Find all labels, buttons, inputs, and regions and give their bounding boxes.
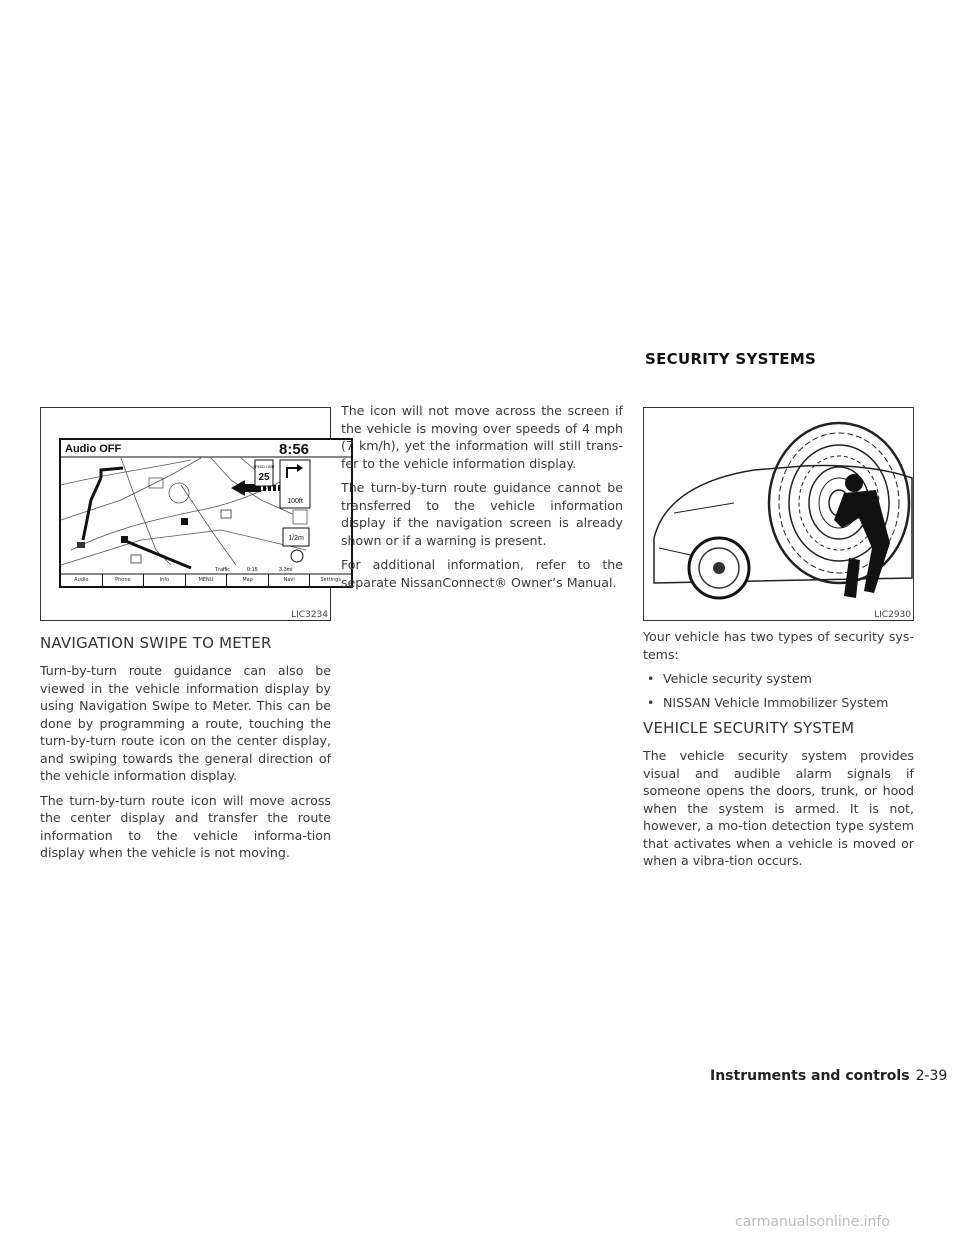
svg-text:3.3mi: 3.3mi	[279, 567, 293, 573]
nav-swipe-heading: NAVIGATION SWIPE TO METER	[40, 634, 272, 652]
turn-distance: 100ft	[287, 498, 303, 505]
watermark: carmanualsonline.info	[735, 1214, 890, 1230]
menu-info[interactable]: Info	[144, 574, 186, 586]
menu-navi[interactable]: Navi	[269, 574, 311, 586]
right-column	[643, 628, 914, 877]
svg-text:Traffic: Traffic	[215, 567, 230, 573]
left-column	[40, 634, 331, 869]
section-header: SECURITY SYSTEMS	[645, 350, 817, 368]
menu-audio[interactable]: Audio	[61, 574, 103, 586]
paragraph: Turn-by-turn route guidance can also be viewed in the vehicle information display by using Navigation Swipe to Meter. This can be done by programming a route, touching the turn-by-turn route icon on the center display, and swiping towards the general direction of the vehicle information display.	[40, 663, 331, 783]
figure-code: LIC3234	[291, 610, 328, 620]
vehicle-position-icon	[181, 518, 188, 525]
menu-main[interactable]: MENU	[186, 574, 228, 586]
svg-text:25: 25	[258, 472, 270, 483]
vehicle-security-illustration	[644, 408, 913, 620]
chapter-title: Instruments and controls	[710, 1068, 910, 1084]
list-item: • NISSAN Vehicle Immobilizer System	[647, 694, 889, 710]
paragraph: Your vehicle has two types of security sys-tems:	[643, 629, 914, 662]
svg-text:0:15: 0:15	[247, 567, 258, 573]
paragraph: The vehicle security system provides visual and audible alarm signals if someone opens the doors, trunk, or hood when the system is armed. It is not, however, a mo-tion detection type system that activates when a vehicle is moved or when a vibra-tion occurs.	[643, 748, 914, 868]
center-display-screen	[59, 438, 353, 588]
list-item: • Vehicle security system	[647, 671, 812, 686]
menu-phone[interactable]: Phone	[103, 574, 145, 586]
menu-settings[interactable]: Settings	[320, 577, 342, 583]
next-distance: 1/2m	[288, 535, 304, 542]
svg-text:SPEED LIMIT: SPEED LIMIT	[253, 465, 275, 469]
navigation-figure	[40, 407, 342, 621]
clock: 8:56	[279, 441, 310, 458]
bottom-menu-bar	[61, 574, 351, 586]
security-figure	[643, 407, 914, 621]
nav-screen-graphic	[61, 440, 351, 586]
security-types-list	[643, 670, 914, 711]
figure-code: LIC2930	[874, 610, 911, 620]
paragraph: For additional information, refer to the separate NissanConnect® Owner’s Manual.	[341, 557, 623, 590]
destination-flag-icon	[77, 542, 85, 548]
vehicle-security-heading: VEHICLE SECURITY SYSTEM	[643, 719, 855, 737]
menu-map[interactable]: Map	[227, 574, 269, 586]
paragraph: The icon will not move across the screen if the vehicle is moving over speeds of 4 mph (7 km/h), yet the information will still trans-fer to the vehicle information display.	[341, 403, 623, 471]
page-number: 2-39	[915, 1068, 948, 1084]
audio-status: Audio OFF	[65, 443, 122, 455]
compass-icon[interactable]	[291, 550, 303, 562]
page-footer	[710, 1068, 947, 1084]
paragraph: The turn-by-turn route icon will move across the center display and transfer the route information to the vehicle informa-tion display when the vehicle is not moving.	[40, 792, 331, 860]
paragraph: The turn-by-turn route guidance cannot be transferred to the vehicle information display if the navigation screen is already shown or if a warning is present.	[341, 480, 623, 548]
middle-column	[341, 402, 623, 598]
